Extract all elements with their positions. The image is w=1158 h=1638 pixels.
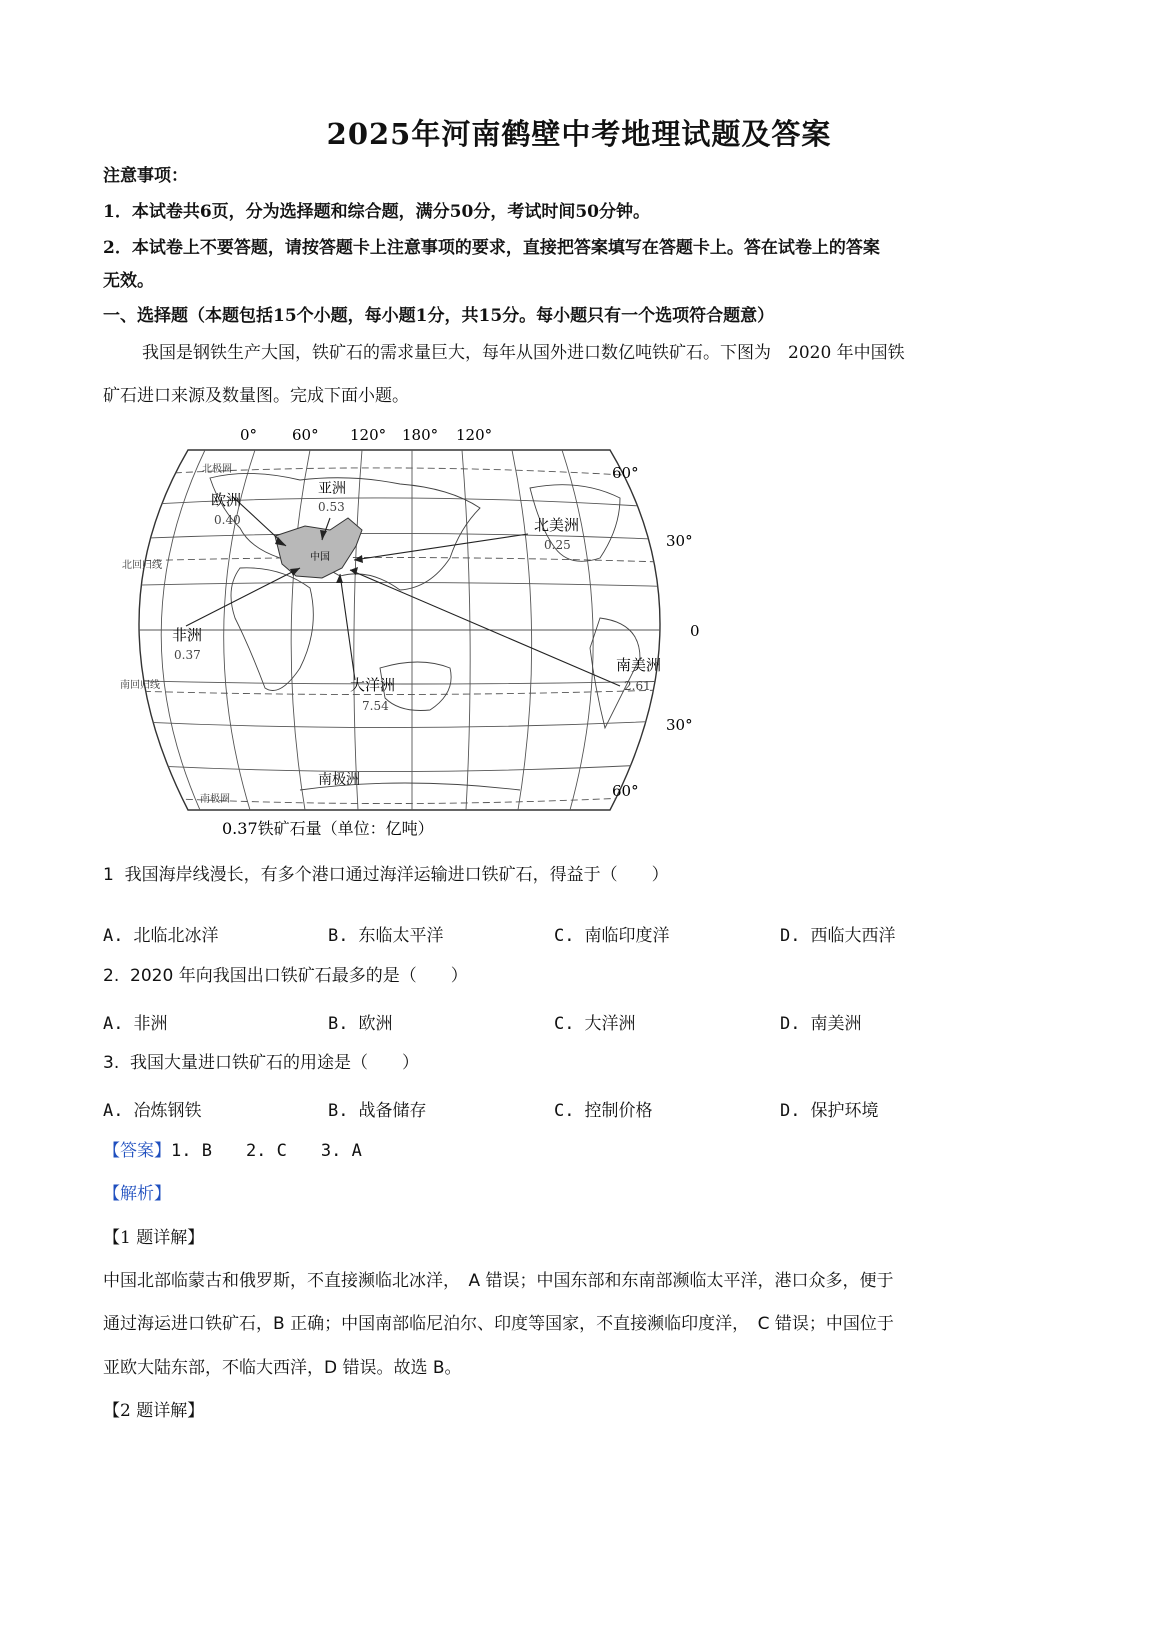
detail-1-text: 通过海运进口铁矿石，B 正确；中国南部临尼泊尔、印度等国家，不直接濒临印度洋， C 错误；中国位于	[103, 1314, 894, 1334]
detail-1-text: 亚欧大陆东部，不临大西洋，D 错误。故选 B。	[103, 1358, 462, 1378]
question-stem: 我国大量进口铁矿石的用途是（ ）	[130, 1053, 420, 1073]
cancer-label: 北回归线	[122, 560, 162, 571]
detail-1-text: 中国北部临蒙古和俄罗斯，不直接濒临北冰洋， A 错误；中国东部和东南部濒临太平洋，港口众多，便于	[103, 1271, 894, 1291]
option-d[interactable]: D. 南美洲	[780, 1014, 862, 1034]
analysis-tag: 【解析】	[103, 1184, 171, 1204]
notice-item: 1．本试卷共6页，分为选择题和综合题，满分50分，考试时间50分钟。	[103, 202, 650, 222]
option-c[interactable]: C. 控制价格	[554, 1101, 653, 1121]
notice-item: 2．本试卷上不要答题，请按答题卡上注意事项的要求，直接把答案填写在答题卡上。答在试卷上的答案	[103, 238, 880, 258]
question-number: 2.	[103, 966, 120, 986]
lon-label: 120°	[456, 426, 493, 444]
option-a[interactable]: A. 冶炼钢铁	[103, 1101, 202, 1121]
question-2	[103, 965, 468, 987]
region-value: 0.25	[544, 538, 571, 552]
china-label: 中国	[310, 552, 330, 563]
question-stem: 2020 年向我国出口铁矿石最多的是（ ）	[130, 966, 468, 986]
page-title: 2025年河南鹤壁中考地理试题及答案	[326, 117, 832, 151]
region-name: 非洲	[172, 626, 203, 644]
notice-item: 无效。	[103, 271, 154, 291]
option-c[interactable]: C. 南临印度洋	[554, 926, 670, 946]
option-b[interactable]: B. 欧洲	[328, 1014, 393, 1034]
capricorn-label: 南回归线	[120, 680, 160, 691]
option-a[interactable]: A. 北临北冰洋	[103, 926, 219, 946]
lon-label: 60°	[292, 426, 319, 444]
arctic-label: 北极圈	[202, 464, 232, 475]
section-heading: 一、选择题（本题包括15个小题，每小题1分，共15分。每小题只有一个选项符合题意）	[103, 306, 775, 326]
detail-2-tag: 【2 题详解】	[103, 1401, 205, 1421]
region-value: 2.61	[624, 679, 651, 693]
answer-tag: 【答案】	[103, 1141, 171, 1161]
antarctica-label: 南极洲	[318, 772, 360, 788]
question-stem: 我国海岸线漫长，有多个港口通过海洋运输进口铁矿石，得益于（ ）	[124, 865, 669, 885]
iron-ore-map	[100, 418, 720, 848]
intro-text: 矿石进口来源及数量图。完成下面小题。	[103, 386, 409, 406]
region-name: 北美洲	[534, 516, 580, 534]
region-name: 欧洲	[211, 491, 242, 509]
antarctic-label: 南极圈	[200, 794, 230, 805]
question-1	[103, 864, 669, 886]
region-name: 南美洲	[616, 656, 662, 674]
lat-label: 30°	[666, 716, 693, 734]
notice-heading: 注意事项：	[103, 166, 188, 186]
lat-label: 60°	[612, 464, 639, 482]
detail-1-tag: 【1 题详解】	[103, 1228, 205, 1248]
question-3	[103, 1052, 419, 1074]
lon-label: 0°	[240, 426, 258, 444]
option-d[interactable]: D. 西临大西洋	[780, 926, 896, 946]
option-b[interactable]: B. 东临太平洋	[328, 926, 444, 946]
region-name: 大洋洲	[350, 676, 396, 694]
map-legend: 0.37铁矿石量（单位：亿吨）	[222, 819, 434, 838]
answer-line	[103, 1140, 362, 1162]
region-value: 0.37	[174, 648, 201, 662]
lat-label: 30°	[666, 532, 693, 550]
region-value: 0.53	[318, 500, 345, 514]
option-b[interactable]: B. 战备储存	[328, 1101, 427, 1121]
option-c[interactable]: C. 大洋洲	[554, 1014, 636, 1034]
question-number: 1	[103, 865, 114, 885]
region-name: 亚洲	[318, 481, 346, 497]
option-d[interactable]: D. 保护环境	[780, 1101, 879, 1121]
region-value: 7.54	[362, 699, 389, 713]
lon-label: 120°	[350, 426, 387, 444]
question-number: 3.	[103, 1053, 120, 1073]
lat-label: 60°	[612, 782, 639, 800]
region-value: 0.40	[214, 513, 241, 527]
option-a[interactable]: A. 非洲	[103, 1014, 168, 1034]
intro-text: 我国是钢铁生产大国，铁矿石的需求量巨大，每年从国外进口数亿吨铁矿石。下图为 2020 年中国铁	[142, 343, 905, 363]
answer-text: 1. B 2. C 3. A	[171, 1141, 362, 1161]
lon-label: 180°	[402, 426, 439, 444]
lat-label: 0	[690, 622, 700, 640]
